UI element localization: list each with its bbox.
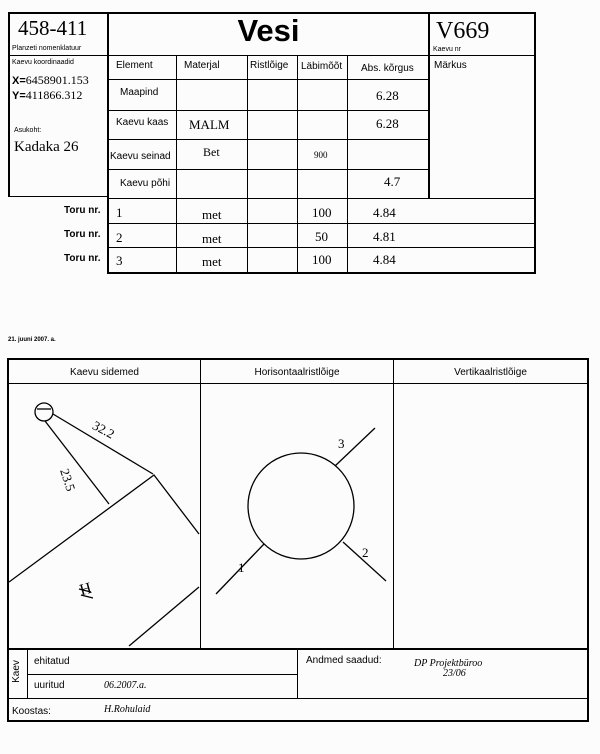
well-number: V669 xyxy=(436,18,490,44)
row-element-walls: Kaevu seinad xyxy=(110,151,171,162)
coordinate-y-label: Y= xyxy=(12,90,26,102)
horizontal-section-sketch xyxy=(201,384,393,648)
sheet-number: 458-411 xyxy=(18,16,88,40)
coordinate-x-value: 6458901.153 xyxy=(25,73,89,87)
coordinate-y xyxy=(12,88,82,103)
row-material-walls: Bet xyxy=(203,145,220,159)
section-title-connections: Kaevu sidemed xyxy=(70,367,139,378)
pipe-label-2: Toru nr. xyxy=(64,229,101,240)
pipe-diameter-3: 100 xyxy=(312,252,332,267)
section-title-horizontal: Horisontaalristlõige xyxy=(254,367,340,378)
col-header-material: Materjal xyxy=(184,60,220,71)
surveyed-value: 06.2007.a. xyxy=(104,680,147,691)
col-header-diameter: Läbimõõt xyxy=(301,61,343,72)
pipe-number-1: 1 xyxy=(116,205,123,220)
location-label: Asukoht: xyxy=(14,127,42,134)
dimension-label-1: 32.2 xyxy=(90,417,118,442)
coordinate-x xyxy=(12,73,89,88)
data-source-value: DP Projektbüroo xyxy=(414,658,483,669)
author-label: Koostas: xyxy=(12,706,51,717)
author-value: H.Rohulaid xyxy=(104,704,151,715)
pipe-material-2: met xyxy=(202,231,222,246)
row-elevation-bottom: 4.7 xyxy=(384,174,401,189)
row-element-bottom: Kaevu põhi xyxy=(120,178,171,189)
coordinate-x-label: X= xyxy=(12,75,26,87)
col-header-elevation: Abs. kõrgus xyxy=(361,63,414,74)
well-marker-icon xyxy=(35,403,53,421)
pipe-diameter-2: 50 xyxy=(315,229,328,244)
row-element-ground: Maapind xyxy=(120,87,159,98)
row-elevation-ground: 6.28 xyxy=(376,88,399,103)
location-value: Kadaka 26 xyxy=(14,139,79,155)
pipe-label-sketch-2: 2 xyxy=(362,545,369,560)
dimension-label-2: 23.5 xyxy=(57,466,79,493)
well-number-label: Kaevu nr xyxy=(433,46,462,53)
pipe-label-1: Toru nr. xyxy=(64,205,101,216)
surveyed-label: uuritud xyxy=(34,680,65,691)
pipe-label-sketch-3: 3 xyxy=(338,436,345,451)
row-material-lid: MALM xyxy=(189,117,230,132)
pipe-material-1: met xyxy=(202,207,222,222)
coordinate-y-value: 411866.312 xyxy=(25,88,83,102)
pipe-elevation-1: 4.84 xyxy=(373,205,396,220)
pipe-label-sketch-1: 1 xyxy=(238,560,245,575)
data-source-label: Andmed saadud: xyxy=(306,655,382,666)
parcel-hash-mark: H xyxy=(77,579,94,600)
pipe-diameter-1: 100 xyxy=(312,205,332,220)
pipe-material-3: met xyxy=(202,254,222,269)
row-elevation-lid: 6.28 xyxy=(376,116,399,131)
col-header-element: Element xyxy=(116,60,153,71)
footer-side-label: Kaev xyxy=(10,660,22,683)
pipe-elevation-3: 4.84 xyxy=(373,252,396,267)
coordinates-label: Kaevu koordinaadid xyxy=(12,59,74,66)
pipe-label-3: Toru nr. xyxy=(64,253,101,264)
built-label: ehitatud xyxy=(34,656,70,667)
row-diameter-walls: 900 xyxy=(314,150,328,160)
row-element-lid: Kaevu kaas xyxy=(116,117,169,128)
section-title-vertical: Vertikaalristlõige xyxy=(454,367,527,378)
page-title: Vesi xyxy=(237,13,300,48)
date-stamp: 21. juuni 2007. a. xyxy=(8,337,56,343)
data-source-date: 23/06 xyxy=(443,668,466,679)
pipe-number-2: 2 xyxy=(116,230,123,245)
col-header-cross-section: Ristlõige xyxy=(250,60,289,71)
pipe-number-3: 3 xyxy=(116,253,123,268)
pipe-elevation-2: 4.81 xyxy=(373,229,396,244)
col-header-remarks: Märkus xyxy=(434,60,467,71)
well-circle-icon xyxy=(248,453,354,559)
sheet-label: Planzeti nomenklatuur xyxy=(12,45,82,52)
